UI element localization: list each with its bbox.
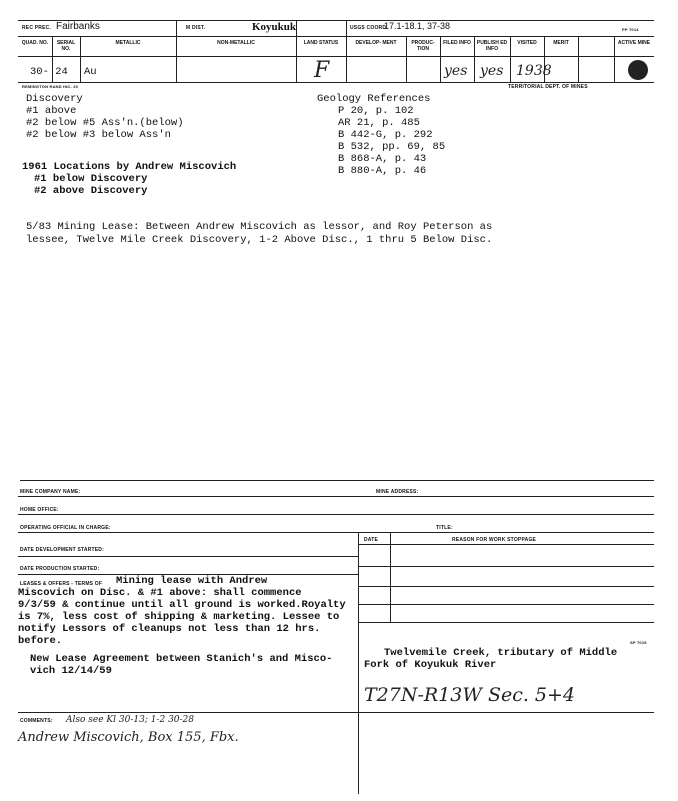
locations-line: #1 below Discovery	[34, 173, 148, 185]
lease-583-line: lessee, Twelve Mile Creek Discovery, 1-2 Above Disc., 1 thru 5 Below Disc.	[26, 234, 493, 246]
lease-line: is 7%, less cost of shipping & marketing. Lessee to	[18, 611, 340, 623]
lease-line: 9/3/59 & continue until all ground is worked.Royalty	[18, 599, 346, 611]
rec-prec-label: REC PREC.	[22, 25, 52, 31]
geology-ref: B 532, pp. 69, 85	[338, 141, 446, 153]
lease-line: New Lease Agreement between Stanich's and Misco-	[30, 653, 333, 665]
col-production: PRODUC- TION	[411, 40, 435, 52]
geology-title: Geology References	[317, 93, 431, 105]
township-range: T27N-R13W Sec. 5+4	[364, 684, 576, 706]
geology-ref: B 880-A, p. 46	[338, 165, 427, 177]
m-dist-value: Koyukuk	[252, 21, 297, 33]
m-dist-label: M DIST.	[186, 25, 206, 31]
usgs-label: USGS COORD.	[350, 25, 388, 31]
col-serial: SERIAL NO.	[56, 40, 76, 52]
lease-line: notify Lessors of cleanups not less than 12 hrs.	[18, 623, 321, 635]
col-visited: VISITED	[517, 40, 537, 46]
col-quad: QUAD. NO.	[21, 40, 49, 46]
lease-583-line: 5/83 Mining Lease: Between Andrew Miscovich as lessor, and Roy Peterson as	[26, 221, 493, 233]
lease-line: vich 12/14/59	[30, 665, 112, 677]
active-mine-marker	[628, 60, 648, 80]
form-number: PP 7014	[622, 27, 639, 32]
locations-title: 1961 Locations by Andrew Miscovich	[22, 161, 237, 173]
mine-address-label: MINE ADDRESS:	[376, 489, 419, 495]
col-published: PUBLISH ED INFO	[476, 40, 508, 52]
location-line: Twelvemile Creek, tributary of Middle	[384, 647, 618, 659]
geology-ref: AR 21, p. 485	[338, 117, 420, 129]
visited-value: 1938	[516, 63, 552, 79]
discovery-line: #1 above	[26, 105, 77, 117]
date-development-label: DATE DEVELOPMENT STARTED:	[20, 547, 104, 553]
rec-prec-value: Fairbanks	[56, 21, 100, 32]
col-merit: MERIT	[553, 40, 569, 46]
reason-column-header: REASON FOR WORK STOPPAGE	[452, 537, 537, 543]
title-label: TITLE:	[436, 525, 453, 531]
date-column-header: DATE	[364, 537, 379, 543]
discovery-line: #2 below #5 Ass'n.(below)	[26, 117, 184, 129]
discovery-line: #2 below #3 below Ass'n	[26, 129, 171, 141]
lease-line: Miscovich on Disc. & #1 above: shall commence	[18, 587, 302, 599]
printer-credit: REMINGTON RAND INC. 20	[22, 84, 79, 89]
geology-ref: P 20, p. 102	[338, 105, 414, 117]
col-filed: FILED INFO	[443, 40, 471, 46]
usgs-value: 17.1-18.1, 37-38	[384, 21, 451, 31]
col-development: DEVELOP- MENT	[355, 40, 397, 46]
locations-line: #2 above Discovery	[34, 185, 148, 197]
metallic-value: Au	[84, 66, 97, 78]
mine-company-label: MINE COMPANY NAME:	[20, 489, 81, 495]
date-production-label: DATE PRODUCTION STARTED:	[20, 566, 100, 572]
comments-handwritten: Also see Kl 30-13; 1-2 30-28	[66, 715, 195, 725]
col-metallic: METALLIC	[115, 40, 141, 46]
discovery-line: Discovery	[26, 93, 83, 105]
col-nonmetallic: NON-METALLIC	[217, 40, 255, 46]
lease-line: Mining lease with Andrew	[116, 575, 268, 587]
form-reference: SP 7015	[630, 640, 647, 645]
operating-official-label: OPERATING OFFICIAL IN CHARGE:	[20, 525, 111, 531]
filed-value: yes	[444, 63, 468, 79]
col-active-mine: ACTIVE MINE	[617, 40, 651, 46]
geology-ref: B 868-A, p. 43	[338, 153, 427, 165]
home-office-label: HOME OFFICE:	[20, 507, 59, 513]
location-line: Fork of Koyukuk River	[364, 659, 497, 671]
lease-line: before.	[18, 635, 63, 647]
col-land-status: LAND STATUS	[303, 40, 339, 46]
quad-serial-value: 30- 24	[30, 66, 68, 78]
territorial-dept: TERRITORIAL DEPT. OF MINES	[508, 84, 588, 90]
comments-handwritten: Andrew Miscovich, Box 155, Fbx.	[18, 730, 239, 745]
land-status-value: F	[314, 58, 330, 83]
leases-label: LEASES & OFFERS - TERMS OF	[20, 581, 103, 587]
comments-label: COMMENTS:	[20, 718, 53, 724]
published-value: yes	[480, 63, 504, 79]
geology-ref: B 442-G, p. 292	[338, 129, 433, 141]
